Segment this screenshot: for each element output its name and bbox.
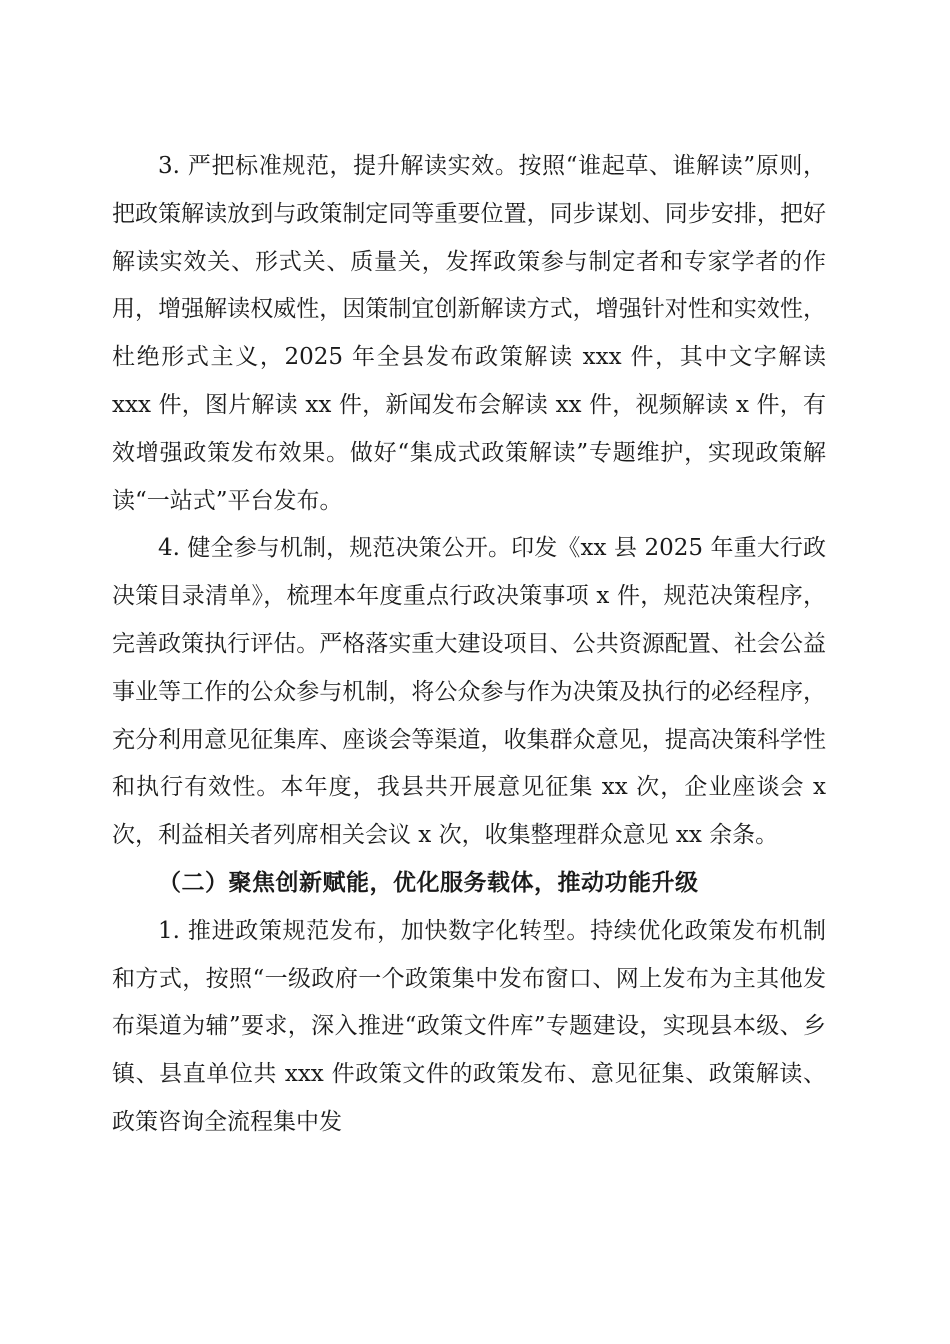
- paragraph-policy-release: 1. 推进政策规范发布，加快数字化转型。持续优化政策发布机制和方式，按照“一级政府一个政策集中发布窗口、网上发布为主其他发布渠道为辅”要求，深入推进“政策文件库”专题建设，实现县本级、乡镇、县直单位共 xxx 件政策文件的政策发布、意见征集、政策解读、政策咨询全流程集中发: [112, 917, 826, 1135]
- document-body: [112, 143, 826, 1147]
- paragraph-policy-interpretation: 3. 严把标准规范，提升解读实效。按照“谁起草、谁解读”原则，把政策解读放到与政策制定同等重要位置，同步谋划、同步安排，把好解读实效关、形式关、质量关，发挥政策参与制定者和专家学者的作用，增强解读权威性，因策制宜创新解读方式，增强针对性和实效性，杜绝形式主义，2025 年全县发布政策解读 xxx 件，其中文字解读 xxx 件，图片解读 xx 件，新闻发布会解读 xx 件，视频解读 x 件，有效增强政策发布效果。做好“集成式政策解读”专题维护，实现政策解读“一站式”平台发布。: [112, 153, 826, 514]
- section-heading-innovation: （二）聚焦创新赋能，优化服务载体，推动功能升级: [158, 869, 699, 896]
- paragraph-decision-disclosure: 4. 健全参与机制，规范决策公开。印发《xx 县 2025 年重大行政决策目录清单》，梳理本年度重点行政决策事项 x 件，规范决策程序，完善政策执行评估。严格落实重大建设项目、公共资源配置、社会公益事业等工作的公众参与机制，将公众参与作为决策及执行的必经程序，充分利用意见征集库、座谈会等渠道，收集群众意见，提高决策科学性和执行有效性。本年度，我县共开展意见征集 xx 次，企业座谈会 x 次，利益相关者列席相关会议 x 次，收集整理群众意见 xx 余条。: [112, 535, 826, 849]
